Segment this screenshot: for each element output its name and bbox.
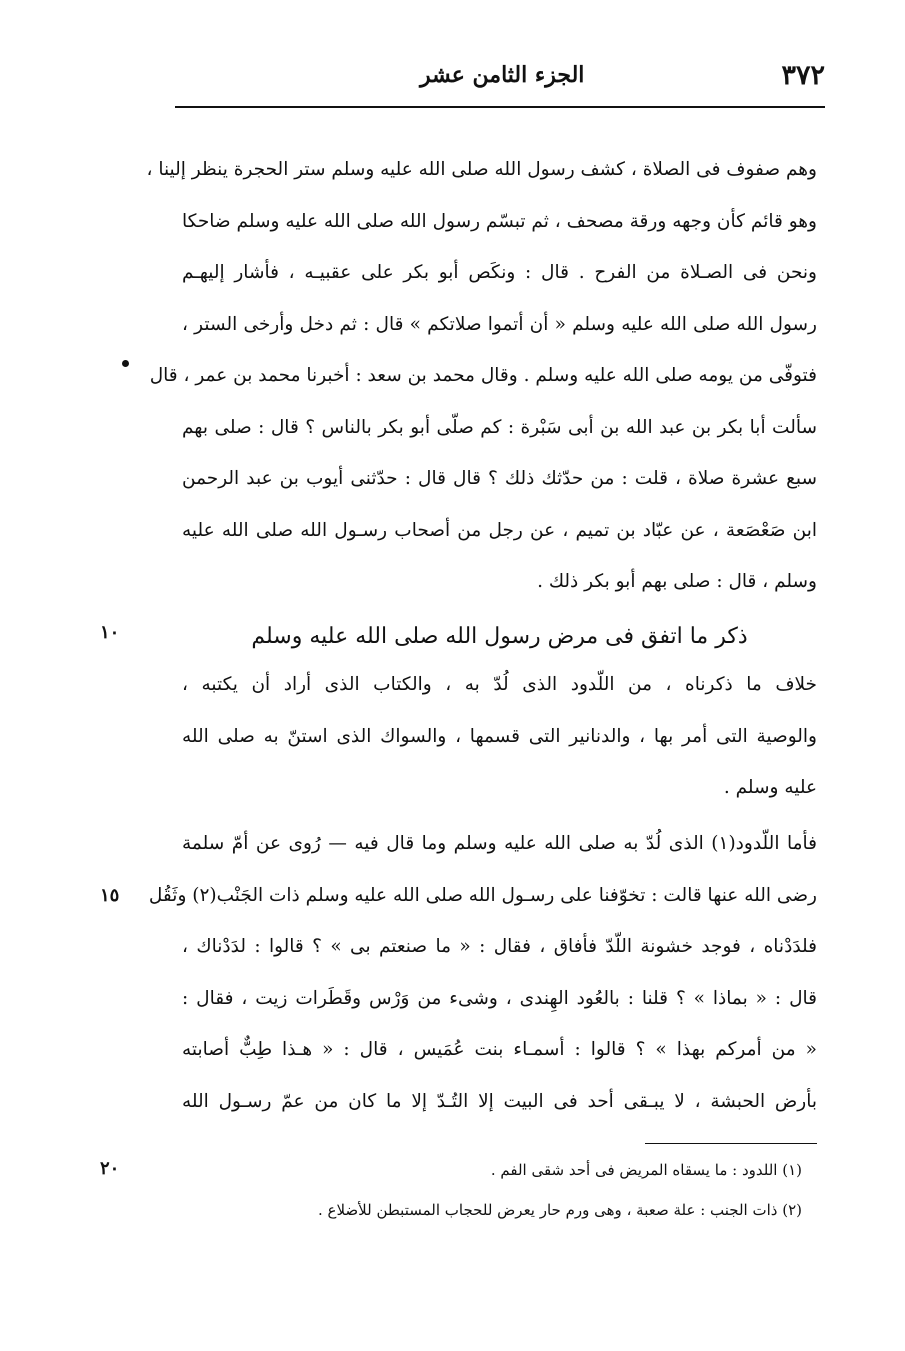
text-line: فلدَدْناه ، فوجد خشونة اللّدّ فأفاق ، فقال : « ما صنعتم بى » ؟ قالوا : لدَدْناك ، [182, 936, 817, 957]
text-line: ابن صَعْصَعة ، عن عبّاد بن تميم ، عن رجل من أصحاب رسـول الله صلى الله عليه [182, 519, 817, 541]
text-line: وسلم ، قال : صلى بهم أبو بكر ذلك . [537, 571, 817, 592]
text-line: وهو قائم كأن وجهه ورقة مصحف ، ثم تبسّم رسول الله صلى الله عليه وسلم ضاحكا [182, 210, 817, 232]
running-title: الجزء الثامن عشر [420, 62, 585, 88]
paragraph-3 [148, 818, 817, 1127]
text-line: « من أمركم بهذا » ؟ قالوا : أسمـاء بنت عُمَيس ، قال : « هـذا طِبٌّ أصابته [182, 1039, 817, 1060]
text-line: فتوفّى من يومه صلى الله عليه وسلم . وقال محمد بن سعد : أخبرنا محمد بن عمر ، قال [149, 365, 817, 386]
text-line: وهم صفوف فى الصلاة ، كشف رسول الله صلى الله عليه وسلم ستر الحجرة ينظر إلينا ، [146, 159, 817, 180]
text-line: فأما اللّدود(١) الذى لُدّ به صلى الله عليه وسلم وما قال فيه — رُوى عن أمّ سلمة [182, 833, 817, 854]
text-line: ونحن فى الصـلاة من الفرح . قال : ونكَص أبو بكر على عقبيـه ، فأشار إليهـم [182, 262, 817, 283]
footnote-2: (٢) ذات الجنب : علة صعبة ، وهى ورم حار يعرض للحجاب المستبطن للأضلاع . [318, 1201, 802, 1219]
text-line: قال : « بماذا » ؟ قلنا : بالعُود الهِندى ، وشىء من وَرْس وقَطَرات زيت ، فقال : [182, 987, 817, 1009]
margin-line-number-15: ١٥ [100, 885, 120, 906]
text-line: رسول الله صلى الله عليه وسلم « أن أتموا صلاتكم » قال : ثم دخل وأرخى الستر ، [182, 313, 817, 335]
footnote-1: (١) اللدود : ما يسقاه المريض فى أحد شقى الفم . [490, 1161, 802, 1179]
footnote-rule [645, 1143, 817, 1144]
text-line: رضى الله عنها قالت : تخوّفنا على رسـول الله صلى الله عليه وسلم ذات الجَنْب(٢) وثَقُل [148, 884, 817, 906]
text-line: عليه وسلم . [723, 777, 817, 798]
footnotes [182, 1150, 802, 1230]
text-line: بأرض الحبشة ، لا يبـقى أحد فى البيت إلا التُـدّ إلا ما كان من عمّ رسـول الله [182, 1090, 817, 1112]
page-number: ٣٧٢ [781, 60, 825, 91]
margin-line-number-20: ٢٠ [100, 1158, 120, 1179]
paragraph-1 [146, 144, 817, 608]
section-heading: ذكر ما اتفق فى مرض رسول الله صلى الله عليه وسلم [251, 624, 748, 649]
text-line: سبع عشرة صلاة ، قلت : من حدّثك ذلك ؟ قال قال : حدّثنى أيوب بن عبد الرحمن [182, 468, 817, 489]
margin-line-number-10: ١٠ [100, 622, 120, 643]
header-rule [175, 106, 825, 108]
page-header [175, 60, 825, 104]
text-line: والوصية التى أمر بها ، والدنانير التى قسمها ، والسواك الذى استنّ به صلى الله [182, 725, 817, 747]
paragraph-2 [182, 659, 817, 814]
text-line: سألت أبا بكر بن عبد الله بن أبى سَبْرة : كم صلّى أبو بكر بالناس ؟ قال : صلى بهم [182, 416, 817, 438]
text-line: خلاف ما ذكرناه ، من اللّدود الذى لُدّ به ، والكتاب الذى أراد أن يكتبه ، [182, 674, 817, 695]
margin-dot-marker [122, 360, 129, 367]
